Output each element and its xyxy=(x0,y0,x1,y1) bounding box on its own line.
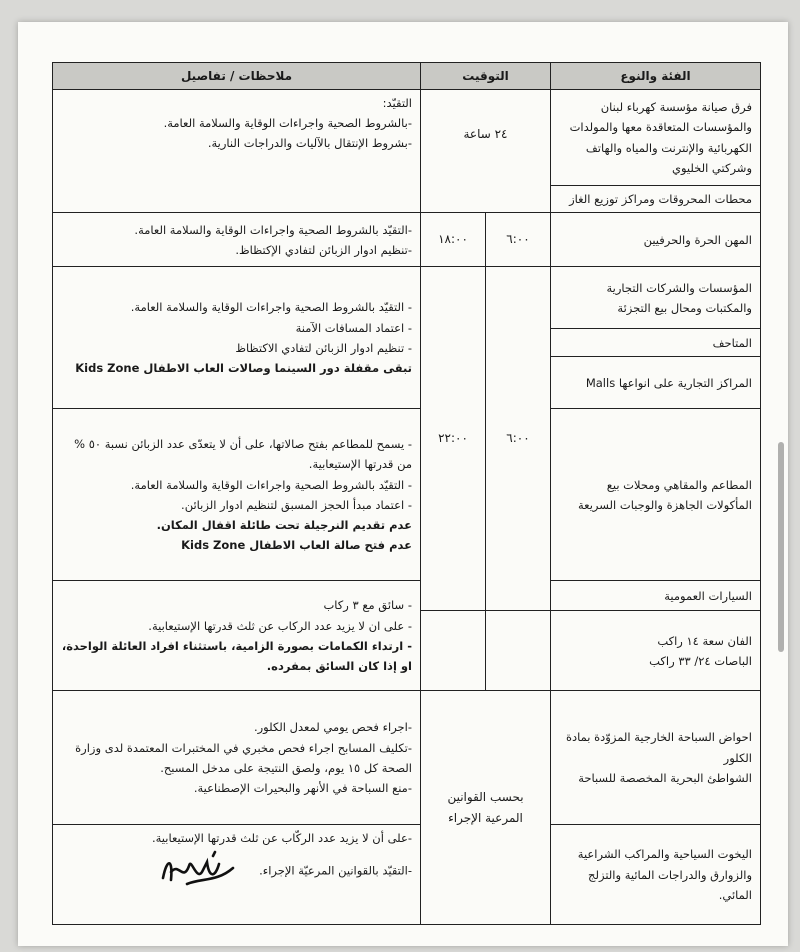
row-category: المهن الحرة والحرفيين xyxy=(551,213,761,267)
row-category: احواض السباحة الخارجية المزوّدة بمادة الكلور الشواطئ البحرية المخصصة للسباحة xyxy=(551,691,761,825)
scrollbar[interactable] xyxy=(778,442,784,652)
row-timing: ٢٤ ساعة xyxy=(421,90,551,213)
header-category: الفئة والنوع xyxy=(551,63,761,90)
row-notes: - التقيّد بالشروط الصحية واجراءات الوقاية والسلامة العامة. - اعتماد المسافات الآمنة - تنظيم ادوار الزبائن لتفادي الاكتظاظ تبقى مقفلة دور السينما وصالات العاب الاطفال Kids Zone xyxy=(53,267,421,409)
row-notes: -التقيّد بالشروط الصحية واجراءات الوقاية والسلامة العامة. -تنظيم ادوار الزبائن لتفادي الإكتظاظ. xyxy=(53,213,421,267)
row-notes: - يسمح للمطاعم بفتح صالاتها، على أن لا يتعدّى عدد الزبائن نسبة ٥٠ % من قدرتها الإستيعابية. - التقيّد بالشروط الصحية واجراءات الوقاية والسلامة العامة. - اعتماد مبدأ الحجز المسبق لتنظيم ادوار الزبائن. عدم تقديم النرجيلة تحت طائلة اقفال المكان. عدم فتح صالة العاب الاطفال Kids Zone xyxy=(53,409,421,581)
row-category: السيارات العمومية xyxy=(551,581,761,611)
row-category: المطاعم والمقاهي ومحلات بيع المأكولات الجاهزة والوجبات السريعة xyxy=(551,409,761,581)
table-row xyxy=(53,213,761,267)
regulations-table xyxy=(52,62,761,925)
row-category: محطات المحروقات ومراكز توزيع الغاز xyxy=(551,186,761,213)
row-timing: بحسب القوانين المرعية الإجراء xyxy=(421,691,551,925)
row-category: المؤسسات والشركات التجارية والمكتبات ومحال بيع التجزئة xyxy=(551,267,761,329)
header-timing: التوقيت xyxy=(421,63,551,90)
row-time-from: ٦:٠٠ xyxy=(486,267,551,611)
table-row xyxy=(53,581,761,611)
row-time-from: ٦:٠٠ xyxy=(486,213,551,267)
table-row xyxy=(53,267,761,329)
row-category: المراكز التجارية على انواعها Malls xyxy=(551,357,761,409)
row-category: المتاحف xyxy=(551,329,761,357)
table-header-row xyxy=(53,63,761,90)
document-page xyxy=(18,22,788,946)
table-row xyxy=(53,691,761,825)
row-notes: - سائق مع ٣ ركاب - على ان لا يزيد عدد الركاب عن ثلث قدرتها الإستيعابية. - ارتداء الكمامات بصورة الزامية، باستثناء افراد العائلة الواحدة، او إذا كان السائق بمفرده. xyxy=(53,581,421,691)
row-category: فرق صيانة مؤسسة كهرباء لبنان والمؤسسات المتعاقدة معها والمولدات الكهربائية والإنترنت والمياه والهاتف وشركتي الخليوي xyxy=(551,90,761,186)
row-time-to: ٢٢:٠٠ xyxy=(421,267,486,611)
row-notes: التقيّد: -بالشروط الصحية واجراءات الوقاية والسلامة العامة. -بشروط الإنتقال بالآليات والدراجات النارية. xyxy=(53,90,421,213)
table-row xyxy=(53,825,761,925)
header-notes: ملاحظات / تفاصيل xyxy=(53,63,421,90)
signature-image xyxy=(157,848,237,894)
row-time-to: ١٨:٠٠ xyxy=(421,213,486,267)
row-notes: -اجراء فحص يومي لمعدل الكلور. -تكليف المسابح اجراء فحص مخبري في المختبرات المعتمدة لدى وزارة الصحة كل ١٥ يوم، ولصق النتيجة على مدخل المسبح. -منع السباحة في الأنهر والبحيرات الإصطناعية. xyxy=(53,691,421,825)
table-row xyxy=(53,90,761,186)
row-category: الفان سعة ١٤ راكب الباصات ٢٤/ ٣٣ راكب xyxy=(551,611,761,691)
row-notes: -على أن لا يزيد عدد الركّاب عن ثلث قدرتها الإستيعابية. -التقيّد بالقوانين المرعيّة الإجراء. xyxy=(53,825,421,925)
row-category: اليخوت السياحية والمراكب الشراعية والزوارق والدراجات المائية والتزلج المائي. xyxy=(551,825,761,925)
table-row xyxy=(53,409,761,581)
